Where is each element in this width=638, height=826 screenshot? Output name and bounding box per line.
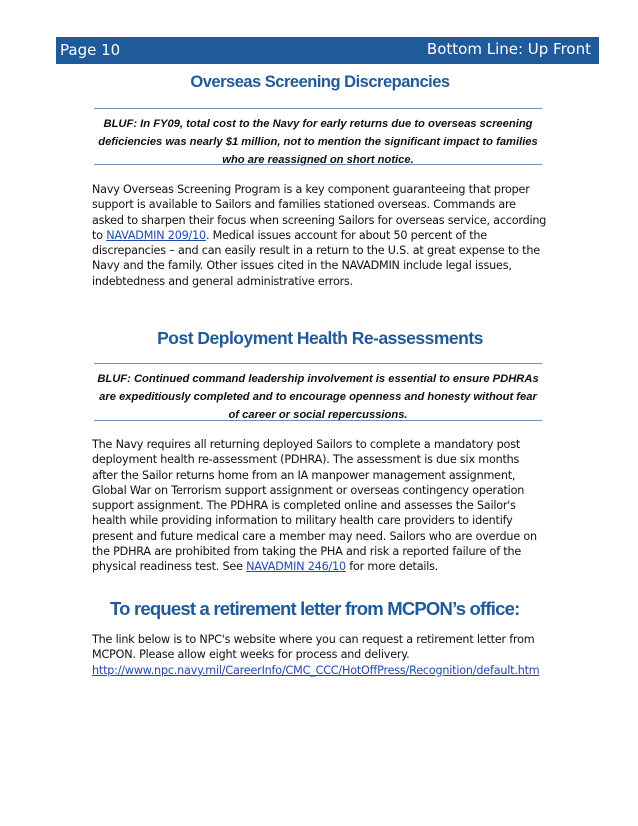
pdhra-paragraph	[92, 437, 547, 575]
pdhra-text-after-link: for more details.	[345, 560, 439, 574]
screening-section-title: Overseas Screening Discrepancies	[190, 73, 450, 91]
pdhra-bluf-bottom-rule	[94, 420, 542, 421]
pdhra-bluf-top-rule	[94, 363, 542, 364]
pdhra-text-before-link: The Navy requires all returning deployed Sailors to complete a mandatory post deployment health re-assessment (PDHRA). The assessment is due six months after the Sailor returns home from an IA manpower management assignment, Global War on Terrorism support assignment or overseas contingency operation support assignment. The PDHRA is completed online and assesses the Sailor's health while providing information to military health care providers to identify present and future medical care a member may need. Sailors who are overdue on the PDHRA are prohibited from taking the PHA and risk a reported failure of the physical readiness test. See	[92, 438, 537, 574]
screening-paragraph	[92, 182, 547, 289]
pdhra-bluf: BLUF: Continued command leadership involvement is essential to ensure PDHRAs are expeditiously completed and to encourage openness and honesty without fear of career or social repercussions.	[97, 373, 539, 421]
retirement-paragraph	[92, 632, 547, 678]
pdhra-section-title: Post Deployment Health Re-assessments	[157, 328, 483, 348]
retirement-text: The link below is to NPC's website where you can request a retirement letter from MCPON. Please allow eight weeks for process and delivery.	[92, 633, 535, 662]
page-number: Page 10	[60, 41, 121, 59]
navadmin-246-link[interactable]: NAVADMIN 246/10	[246, 560, 346, 574]
screening-text-before-link: Navy Overseas Screening Program is a key component guaranteeing that proper support is available to Sailors and families stationed overseas. Commands are asked to sharpen their focus when screening Sailors for overseas service, according to	[92, 183, 547, 242]
npc-retirement-link[interactable]: http://www.npc.navy.mil/CareerInfo/CMC_CCC/HotOffPress/Recognition/default.htm	[92, 663, 540, 677]
screening-bluf: BLUF: In FY09, total cost to the Navy for early returns due to overseas screening deficiencies was nearly $1 million, not to mention the significant impact to families who are reassigned on short notice.	[98, 118, 538, 166]
screening-bluf-bottom-rule	[94, 164, 542, 165]
screening-text-after-link: . Medical issues account for about 50 percent of the discrepancies – and can easily result in a return to the U.S. at great expense to the Navy and the family. Other issues cited in the NAVADMIN include legal issues, indebtedness and general administrative errors.	[92, 228, 540, 288]
screening-bluf-top-rule	[94, 108, 542, 109]
newsletter-section-title: Bottom Line: Up Front	[426, 40, 591, 58]
retirement-section-title: To request a retirement letter from MCPON’s office:	[110, 598, 520, 619]
page-header-bar	[56, 37, 599, 64]
navadmin-209-link[interactable]: NAVADMIN 209/10	[106, 228, 206, 242]
